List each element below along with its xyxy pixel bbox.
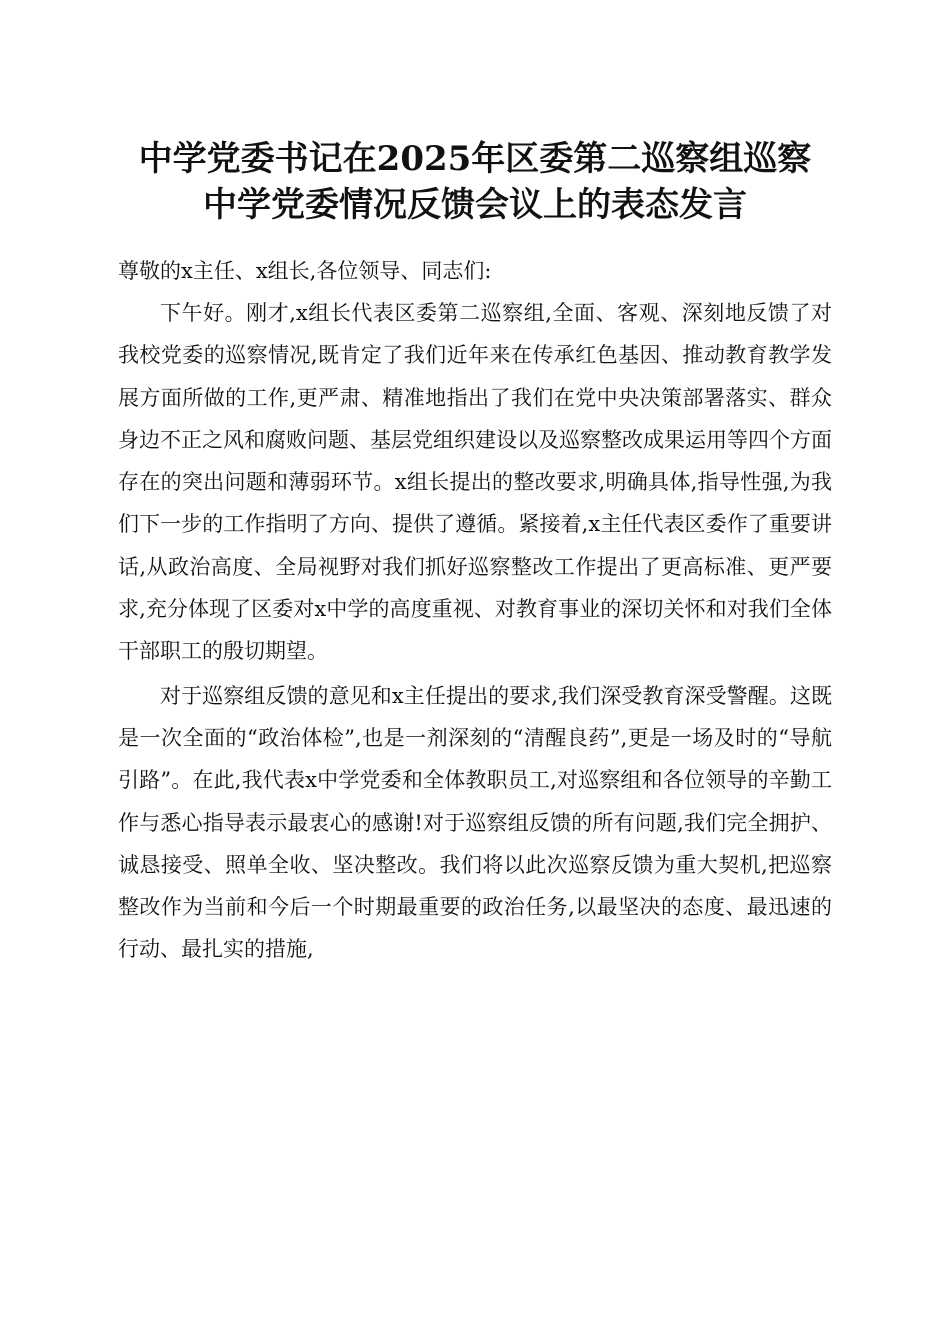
salutation: 尊敬的x主任、x组长,各位领导、同志们: <box>118 259 492 283</box>
document-body <box>118 250 832 971</box>
title-line-2: 中学党委情况反馈会议上的表态发言 <box>203 185 747 225</box>
document-title <box>80 136 870 228</box>
title-line-1: 中学党委书记在2025年区委第二巡察组巡察 <box>138 139 812 179</box>
paragraph-1: 下午好。刚才,x组长代表区委第二巡察组,全面、客观、深刻地反馈了对我校党委的巡察情况,既肯定了我们近年来在传承红色基因、推动教育教学发展方面所做的工作,更严肃、精准地指出了我们在党中央决策部署落实、群众身边不正之风和腐败问题、基层党组织建设以及巡察整改成果运用等四个方面存在的突出问题和薄弱环节。x组长提出的整改要求,明确具体,指导性强,为我们下一步的工作指明了方向、提供了遵循。紧接着,x主任代表区委作了重要讲话,从政治高度、全局视野对我们抓好巡察整改工作提出了更高标准、更严要求,充分体现了区委对x中学的高度重视、对教育事业的深切关怀和对我们全体干部职工的殷切期望。 <box>118 301 832 664</box>
paragraph-2: 对于巡察组反馈的意见和x主任提出的要求,我们深受教育深受警醒。这既是一次全面的“政治体检”,也是一剂深刻的“清醒良药”,更是一场及时的“导航引路”。在此,我代表x中学党委和全体教职员工,对巡察组和各位领导的辛勤工作与悉心指导表示最衷心的感谢!对于巡察组反馈的所有问题,我们完全拥护、诚恳接受、照单全收、坚决整改。我们将以此次巡察反馈为重大契机,把巡察整改作为当前和今后一个时期最重要的政治任务,以最坚决的态度、最迅速的行动、最扎实的措施, <box>118 683 832 962</box>
